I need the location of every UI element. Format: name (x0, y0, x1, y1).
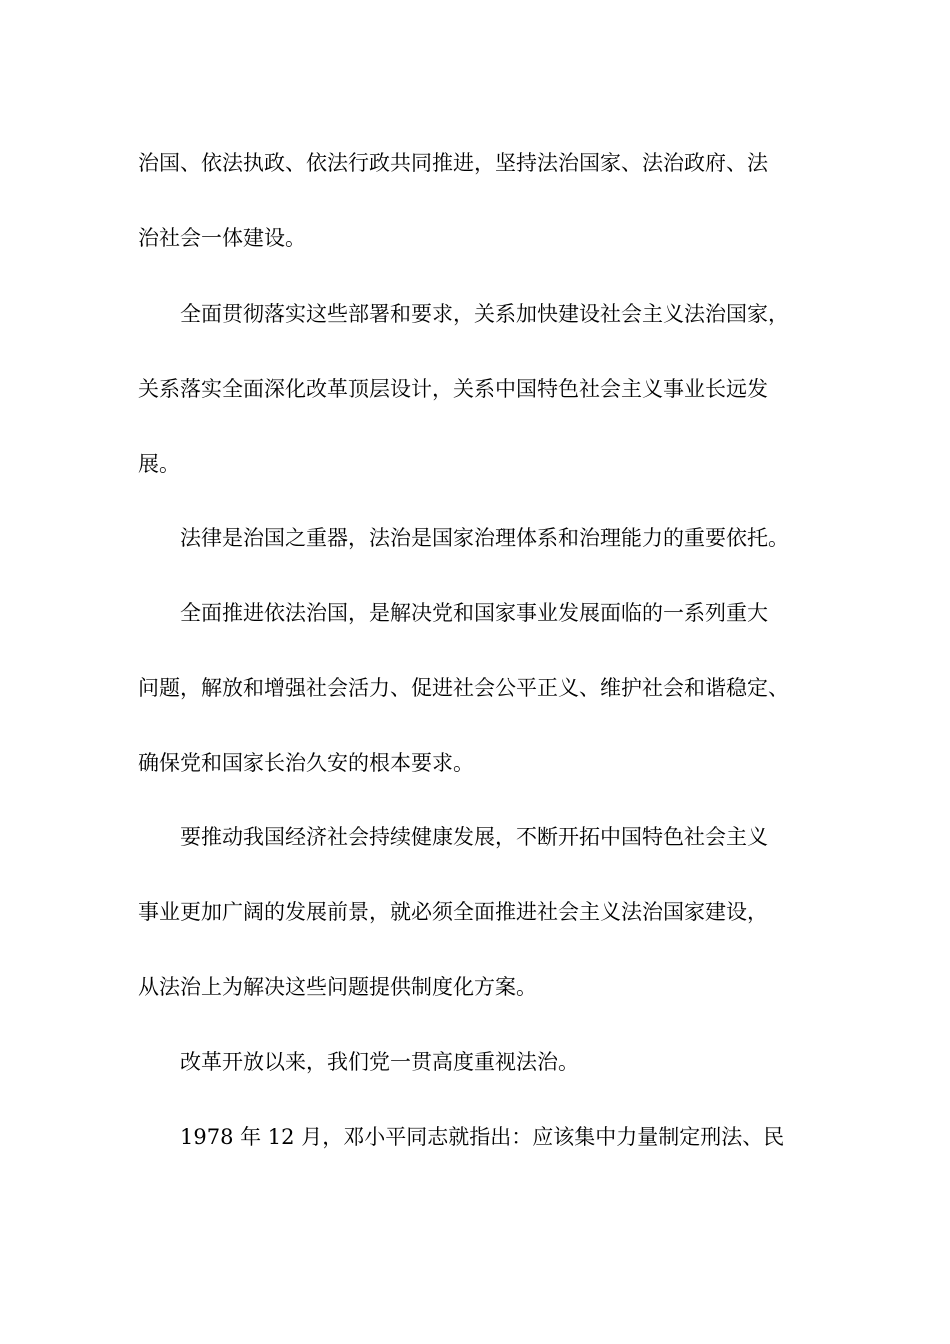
text-line-2: 治社会一体建设。 (138, 226, 306, 250)
text-line-9: 确保党和国家长治久安的根本要求。 (138, 751, 474, 775)
text-line-11: 事业更加广阔的发展前景，就必须全面推进社会主义法治国家建设， (138, 900, 768, 924)
text-line-10: 要推动我国经济社会持续健康发展，不断开拓中国特色社会主义 (180, 825, 768, 849)
text-line-1: 治国、依法执政、依法行政共同推进，坚持法治国家、法治政府、法 (138, 151, 768, 175)
text-line-4: 关系落实全面深化改革顶层设计，关系中国特色社会主义事业长远发 (138, 377, 768, 401)
text-line-14: 1978 年 12 月，邓小平同志就指出：应该集中力量制定刑法、民 (180, 1125, 785, 1149)
text-line-13: 改革开放以来，我们党一贯高度重视法治。 (180, 1050, 579, 1074)
text-line-6: 法律是治国之重器，法治是国家治理体系和治理能力的重要依托。 (180, 526, 789, 550)
text-line-7: 全面推进依法治国，是解决党和国家事业发展面临的一系列重大 (180, 601, 768, 625)
text-line-3: 全面贯彻落实这些部署和要求，关系加快建设社会主义法治国家， (180, 302, 789, 326)
text-line-8: 问题，解放和增强社会活力、促进社会公平正义、维护社会和谐稳定、 (138, 676, 789, 700)
text-line-5: 展。 (138, 452, 180, 476)
text-line-12: 从法治上为解决这些问题提供制度化方案。 (138, 975, 537, 999)
